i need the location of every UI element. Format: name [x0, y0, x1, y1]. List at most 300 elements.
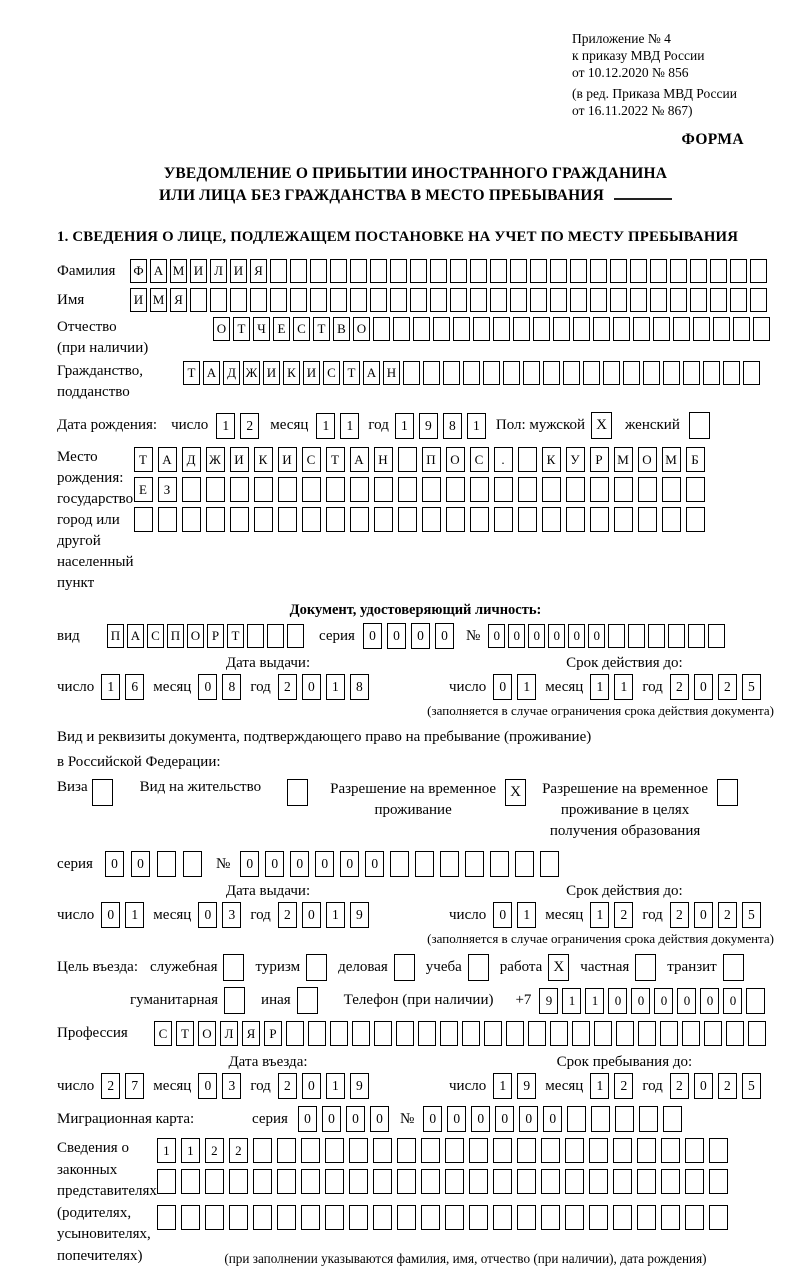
form-cell[interactable] — [713, 317, 730, 341]
form-cell[interactable]: 0 — [198, 902, 217, 928]
form-cell[interactable] — [350, 288, 367, 312]
form-cell[interactable]: Я — [250, 259, 267, 283]
form-cell[interactable] — [206, 477, 225, 502]
form-cell[interactable] — [553, 317, 570, 341]
form-cell[interactable] — [750, 288, 767, 312]
form-cell[interactable] — [608, 624, 625, 648]
form-cell[interactable] — [310, 288, 327, 312]
form-cell[interactable]: 7 — [125, 1073, 144, 1099]
form-cell[interactable] — [637, 1205, 656, 1230]
form-cell[interactable]: 0 — [198, 674, 217, 700]
form-cell[interactable] — [397, 1169, 416, 1194]
form-cell[interactable] — [450, 259, 467, 283]
form-cell[interactable]: П — [422, 447, 441, 472]
form-cell[interactable]: 2 — [614, 902, 633, 928]
form-cell[interactable]: К — [283, 361, 300, 385]
form-cell[interactable]: С — [302, 447, 321, 472]
form-cell[interactable] — [462, 1021, 480, 1046]
form-cell[interactable] — [650, 259, 667, 283]
form-cell[interactable] — [157, 851, 176, 877]
form-cell[interactable]: Т — [233, 317, 250, 341]
form-cell[interactable] — [528, 1021, 546, 1046]
form-cell[interactable] — [670, 259, 687, 283]
form-cell[interactable] — [440, 851, 459, 877]
form-cell[interactable]: 9 — [419, 413, 438, 439]
form-cell[interactable]: 0 — [495, 1106, 514, 1132]
form-cell[interactable] — [205, 1205, 224, 1230]
form-cell[interactable] — [610, 259, 627, 283]
form-cell[interactable] — [469, 1205, 488, 1230]
form-cell[interactable]: 2 — [670, 674, 689, 700]
form-cell[interactable]: 0 — [694, 1073, 713, 1099]
form-cell[interactable] — [709, 1138, 728, 1163]
form-cell[interactable] — [513, 317, 530, 341]
sex-female-checkbox[interactable] — [689, 412, 710, 439]
form-cell[interactable]: М — [662, 447, 681, 472]
form-cell[interactable] — [670, 288, 687, 312]
form-cell[interactable]: Н — [383, 361, 400, 385]
form-cell[interactable]: Р — [590, 447, 609, 472]
form-cell[interactable]: О — [638, 447, 657, 472]
form-cell[interactable]: И — [230, 259, 247, 283]
form-cell[interactable] — [446, 507, 465, 532]
form-cell[interactable] — [748, 1021, 766, 1046]
form-cell[interactable] — [373, 1205, 392, 1230]
form-cell[interactable] — [350, 259, 367, 283]
form-cell[interactable] — [330, 288, 347, 312]
form-cell[interactable]: 0 — [302, 902, 321, 928]
form-cell[interactable] — [325, 1138, 344, 1163]
form-cell[interactable] — [660, 1021, 678, 1046]
form-cell[interactable] — [688, 624, 705, 648]
form-cell[interactable] — [603, 361, 620, 385]
study-checkbox[interactable] — [468, 954, 489, 981]
rvp-education-checkbox[interactable] — [717, 779, 738, 806]
form-cell[interactable] — [594, 1021, 612, 1046]
form-cell[interactable]: 0 — [290, 851, 309, 877]
form-cell[interactable] — [326, 507, 345, 532]
form-cell[interactable] — [708, 624, 725, 648]
form-cell[interactable] — [230, 507, 249, 532]
form-cell[interactable]: 0 — [198, 1073, 217, 1099]
form-cell[interactable]: Ч — [253, 317, 270, 341]
form-cell[interactable] — [278, 477, 297, 502]
official-checkbox[interactable] — [223, 954, 244, 981]
form-cell[interactable]: О — [187, 624, 204, 648]
form-cell[interactable] — [493, 1169, 512, 1194]
form-cell[interactable]: Т — [343, 361, 360, 385]
form-cell[interactable] — [182, 507, 201, 532]
form-cell[interactable] — [253, 1169, 272, 1194]
form-cell[interactable] — [421, 1205, 440, 1230]
form-cell[interactable]: 0 — [423, 1106, 442, 1132]
form-cell[interactable]: Я — [242, 1021, 260, 1046]
form-cell[interactable] — [267, 624, 284, 648]
form-cell[interactable]: 5 — [742, 674, 761, 700]
form-cell[interactable] — [493, 317, 510, 341]
form-cell[interactable] — [661, 1138, 680, 1163]
form-cell[interactable]: И — [190, 259, 207, 283]
form-cell[interactable]: 0 — [370, 1106, 389, 1132]
form-cell[interactable]: А — [203, 361, 220, 385]
form-cell[interactable] — [423, 361, 440, 385]
form-cell[interactable] — [590, 477, 609, 502]
form-cell[interactable] — [433, 317, 450, 341]
form-cell[interactable] — [648, 624, 665, 648]
form-cell[interactable] — [445, 1205, 464, 1230]
form-cell[interactable] — [638, 1021, 656, 1046]
form-cell[interactable] — [158, 507, 177, 532]
form-cell[interactable] — [413, 317, 430, 341]
form-cell[interactable]: 0 — [298, 1106, 317, 1132]
form-cell[interactable] — [270, 288, 287, 312]
form-cell[interactable]: Т — [227, 624, 244, 648]
form-cell[interactable] — [565, 1205, 584, 1230]
form-cell[interactable] — [181, 1205, 200, 1230]
form-cell[interactable] — [286, 1021, 304, 1046]
private-checkbox[interactable] — [635, 954, 656, 981]
form-cell[interactable] — [490, 851, 509, 877]
form-cell[interactable] — [663, 361, 680, 385]
form-cell[interactable] — [446, 477, 465, 502]
form-cell[interactable]: 6 — [125, 674, 144, 700]
form-cell[interactable] — [254, 477, 273, 502]
form-cell[interactable]: 0 — [608, 988, 627, 1014]
form-cell[interactable] — [589, 1169, 608, 1194]
form-cell[interactable]: П — [167, 624, 184, 648]
form-cell[interactable] — [709, 1205, 728, 1230]
form-cell[interactable]: 1 — [517, 674, 536, 700]
work-checkbox[interactable]: X — [548, 954, 569, 981]
form-cell[interactable] — [746, 988, 765, 1014]
visa-checkbox[interactable] — [92, 779, 113, 806]
form-cell[interactable] — [445, 1138, 464, 1163]
form-cell[interactable]: А — [158, 447, 177, 472]
form-cell[interactable] — [613, 1138, 632, 1163]
form-cell[interactable] — [572, 1021, 590, 1046]
form-cell[interactable] — [613, 1169, 632, 1194]
form-cell[interactable] — [566, 477, 585, 502]
form-cell[interactable] — [591, 1106, 610, 1132]
form-cell[interactable]: 0 — [411, 623, 430, 649]
form-cell[interactable] — [593, 317, 610, 341]
form-cell[interactable]: И — [303, 361, 320, 385]
form-cell[interactable] — [703, 361, 720, 385]
form-cell[interactable]: 1 — [585, 988, 604, 1014]
form-cell[interactable] — [469, 1169, 488, 1194]
form-cell[interactable]: 0 — [363, 623, 382, 649]
form-cell[interactable] — [726, 1021, 744, 1046]
form-cell[interactable]: 9 — [517, 1073, 536, 1099]
form-cell[interactable] — [373, 317, 390, 341]
form-cell[interactable]: 0 — [131, 851, 150, 877]
form-cell[interactable] — [503, 361, 520, 385]
form-cell[interactable] — [469, 1138, 488, 1163]
form-cell[interactable]: А — [350, 447, 369, 472]
form-cell[interactable] — [373, 1138, 392, 1163]
form-cell[interactable] — [563, 361, 580, 385]
form-cell[interactable] — [709, 1169, 728, 1194]
form-cell[interactable]: 0 — [548, 624, 565, 648]
form-cell[interactable]: 8 — [443, 413, 462, 439]
form-cell[interactable] — [613, 317, 630, 341]
form-cell[interactable] — [310, 259, 327, 283]
form-cell[interactable] — [421, 1138, 440, 1163]
form-cell[interactable] — [247, 624, 264, 648]
form-cell[interactable]: Л — [210, 259, 227, 283]
form-cell[interactable]: Т — [313, 317, 330, 341]
form-cell[interactable] — [465, 851, 484, 877]
form-cell[interactable] — [686, 477, 705, 502]
form-cell[interactable] — [590, 507, 609, 532]
form-cell[interactable] — [157, 1169, 176, 1194]
form-cell[interactable]: И — [230, 447, 249, 472]
form-cell[interactable]: Е — [134, 477, 153, 502]
form-cell[interactable]: У — [566, 447, 585, 472]
form-cell[interactable]: Д — [182, 447, 201, 472]
form-cell[interactable] — [494, 477, 513, 502]
form-cell[interactable] — [493, 1205, 512, 1230]
form-cell[interactable] — [398, 447, 417, 472]
form-cell[interactable] — [613, 1205, 632, 1230]
form-cell[interactable] — [397, 1205, 416, 1230]
form-cell[interactable]: Т — [176, 1021, 194, 1046]
form-cell[interactable]: 2 — [614, 1073, 633, 1099]
form-cell[interactable]: С — [323, 361, 340, 385]
form-cell[interactable] — [430, 259, 447, 283]
form-cell[interactable] — [663, 1106, 682, 1132]
residence-permit-checkbox[interactable] — [287, 779, 308, 806]
form-cell[interactable] — [589, 1138, 608, 1163]
form-cell[interactable]: 1 — [590, 902, 609, 928]
form-cell[interactable]: С — [147, 624, 164, 648]
form-cell[interactable]: 0 — [694, 674, 713, 700]
form-cell[interactable]: И — [263, 361, 280, 385]
form-cell[interactable]: Л — [220, 1021, 238, 1046]
form-cell[interactable]: Н — [374, 447, 393, 472]
form-cell[interactable] — [693, 317, 710, 341]
form-cell[interactable]: И — [278, 447, 297, 472]
form-cell[interactable]: 1 — [181, 1138, 200, 1163]
form-cell[interactable]: К — [254, 447, 273, 472]
humanitarian-checkbox[interactable] — [224, 987, 245, 1014]
form-cell[interactable]: 1 — [395, 413, 414, 439]
form-cell[interactable] — [302, 507, 321, 532]
form-cell[interactable] — [590, 288, 607, 312]
form-cell[interactable] — [543, 361, 560, 385]
form-cell[interactable]: 8 — [222, 674, 241, 700]
form-cell[interactable] — [349, 1138, 368, 1163]
form-cell[interactable] — [415, 851, 434, 877]
form-cell[interactable] — [493, 1138, 512, 1163]
form-cell[interactable] — [473, 317, 490, 341]
form-cell[interactable] — [517, 1138, 536, 1163]
form-cell[interactable] — [181, 1169, 200, 1194]
form-cell[interactable]: С — [470, 447, 489, 472]
form-cell[interactable] — [661, 1205, 680, 1230]
form-cell[interactable] — [374, 1021, 392, 1046]
form-cell[interactable] — [753, 317, 770, 341]
form-cell[interactable] — [483, 361, 500, 385]
form-cell[interactable]: М — [614, 447, 633, 472]
form-cell[interactable]: 0 — [265, 851, 284, 877]
form-cell[interactable]: 2 — [205, 1138, 224, 1163]
form-cell[interactable]: 0 — [101, 902, 120, 928]
form-cell[interactable]: С — [154, 1021, 172, 1046]
form-cell[interactable]: 0 — [105, 851, 124, 877]
form-cell[interactable] — [690, 259, 707, 283]
form-cell[interactable] — [643, 361, 660, 385]
form-cell[interactable] — [450, 288, 467, 312]
form-cell[interactable] — [443, 361, 460, 385]
form-cell[interactable] — [685, 1205, 704, 1230]
form-cell[interactable] — [330, 1021, 348, 1046]
form-cell[interactable]: 0 — [723, 988, 742, 1014]
form-cell[interactable] — [510, 288, 527, 312]
form-cell[interactable] — [370, 259, 387, 283]
form-cell[interactable] — [506, 1021, 524, 1046]
form-cell[interactable]: 0 — [700, 988, 719, 1014]
form-cell[interactable]: 1 — [614, 674, 633, 700]
form-cell[interactable] — [374, 507, 393, 532]
form-cell[interactable]: 1 — [326, 902, 345, 928]
form-cell[interactable]: Р — [264, 1021, 282, 1046]
form-cell[interactable] — [326, 477, 345, 502]
form-cell[interactable]: 9 — [350, 1073, 369, 1099]
form-cell[interactable] — [349, 1169, 368, 1194]
form-cell[interactable]: 0 — [568, 624, 585, 648]
form-cell[interactable] — [206, 507, 225, 532]
form-cell[interactable]: 0 — [519, 1106, 538, 1132]
form-cell[interactable] — [637, 1138, 656, 1163]
form-cell[interactable] — [530, 288, 547, 312]
form-cell[interactable] — [541, 1169, 560, 1194]
form-cell[interactable] — [662, 477, 681, 502]
form-cell[interactable]: Ж — [243, 361, 260, 385]
form-cell[interactable]: М — [170, 259, 187, 283]
form-cell[interactable]: 1 — [101, 674, 120, 700]
form-cell[interactable]: 2 — [718, 1073, 737, 1099]
form-cell[interactable] — [550, 288, 567, 312]
form-cell[interactable] — [134, 507, 153, 532]
form-cell[interactable] — [615, 1106, 634, 1132]
form-cell[interactable]: 9 — [539, 988, 558, 1014]
form-cell[interactable] — [440, 1021, 458, 1046]
form-cell[interactable]: 0 — [508, 624, 525, 648]
form-cell[interactable]: 2 — [718, 674, 737, 700]
form-cell[interactable] — [183, 851, 202, 877]
form-cell[interactable] — [565, 1138, 584, 1163]
form-cell[interactable]: Б — [686, 447, 705, 472]
form-cell[interactable] — [723, 361, 740, 385]
form-cell[interactable]: 1 — [467, 413, 486, 439]
form-cell[interactable]: 0 — [346, 1106, 365, 1132]
form-cell[interactable] — [230, 288, 247, 312]
form-cell[interactable] — [685, 1138, 704, 1163]
form-cell[interactable]: 0 — [315, 851, 334, 877]
transit-checkbox[interactable] — [723, 954, 744, 981]
form-cell[interactable] — [277, 1138, 296, 1163]
form-cell[interactable]: 0 — [322, 1106, 341, 1132]
form-cell[interactable] — [410, 259, 427, 283]
form-cell[interactable] — [630, 259, 647, 283]
form-cell[interactable] — [421, 1169, 440, 1194]
form-cell[interactable]: М — [150, 288, 167, 312]
form-cell[interactable] — [533, 317, 550, 341]
form-cell[interactable]: Т — [326, 447, 345, 472]
form-cell[interactable] — [682, 1021, 700, 1046]
form-cell[interactable]: 2 — [101, 1073, 120, 1099]
form-cell[interactable] — [470, 507, 489, 532]
form-cell[interactable] — [270, 259, 287, 283]
form-cell[interactable] — [583, 361, 600, 385]
form-cell[interactable]: 1 — [340, 413, 359, 439]
form-cell[interactable] — [566, 507, 585, 532]
form-cell[interactable]: 5 — [742, 902, 761, 928]
sex-male-checkbox[interactable]: X — [591, 412, 612, 439]
form-cell[interactable] — [690, 288, 707, 312]
form-cell[interactable] — [668, 624, 685, 648]
form-cell[interactable]: 1 — [316, 413, 335, 439]
form-cell[interactable]: 0 — [302, 1073, 321, 1099]
form-cell[interactable] — [373, 1169, 392, 1194]
form-cell[interactable] — [325, 1169, 344, 1194]
form-cell[interactable]: 1 — [125, 902, 144, 928]
form-cell[interactable] — [230, 477, 249, 502]
form-cell[interactable] — [190, 288, 207, 312]
form-cell[interactable] — [683, 361, 700, 385]
form-cell[interactable]: 1 — [216, 413, 235, 439]
form-cell[interactable]: 1 — [326, 674, 345, 700]
form-cell[interactable]: 1 — [590, 1073, 609, 1099]
form-cell[interactable] — [398, 507, 417, 532]
form-cell[interactable]: 2 — [278, 674, 297, 700]
form-cell[interactable] — [704, 1021, 722, 1046]
form-cell[interactable]: 2 — [670, 1073, 689, 1099]
form-cell[interactable] — [530, 259, 547, 283]
form-cell[interactable] — [277, 1169, 296, 1194]
form-cell[interactable]: 0 — [302, 674, 321, 700]
form-cell[interactable] — [205, 1169, 224, 1194]
form-cell[interactable] — [390, 851, 409, 877]
form-cell[interactable] — [614, 507, 633, 532]
form-cell[interactable] — [637, 1169, 656, 1194]
form-cell[interactable]: 2 — [718, 902, 737, 928]
rvp-checkbox[interactable]: X — [505, 779, 526, 806]
form-cell[interactable]: 0 — [365, 851, 384, 877]
form-cell[interactable]: 0 — [493, 674, 512, 700]
form-cell[interactable]: 0 — [543, 1106, 562, 1132]
form-cell[interactable]: . — [494, 447, 513, 472]
form-cell[interactable]: 0 — [677, 988, 696, 1014]
form-cell[interactable] — [542, 507, 561, 532]
form-cell[interactable]: Я — [170, 288, 187, 312]
form-cell[interactable] — [633, 317, 650, 341]
form-cell[interactable]: В — [333, 317, 350, 341]
form-cell[interactable]: 9 — [350, 902, 369, 928]
form-cell[interactable] — [673, 317, 690, 341]
form-cell[interactable]: 3 — [222, 902, 241, 928]
form-cell[interactable] — [157, 1205, 176, 1230]
form-cell[interactable]: 5 — [742, 1073, 761, 1099]
form-cell[interactable] — [278, 507, 297, 532]
form-cell[interactable] — [253, 1205, 272, 1230]
form-cell[interactable] — [374, 477, 393, 502]
form-cell[interactable]: 0 — [694, 902, 713, 928]
form-cell[interactable]: 2 — [229, 1138, 248, 1163]
form-cell[interactable] — [573, 317, 590, 341]
form-cell[interactable] — [518, 507, 537, 532]
